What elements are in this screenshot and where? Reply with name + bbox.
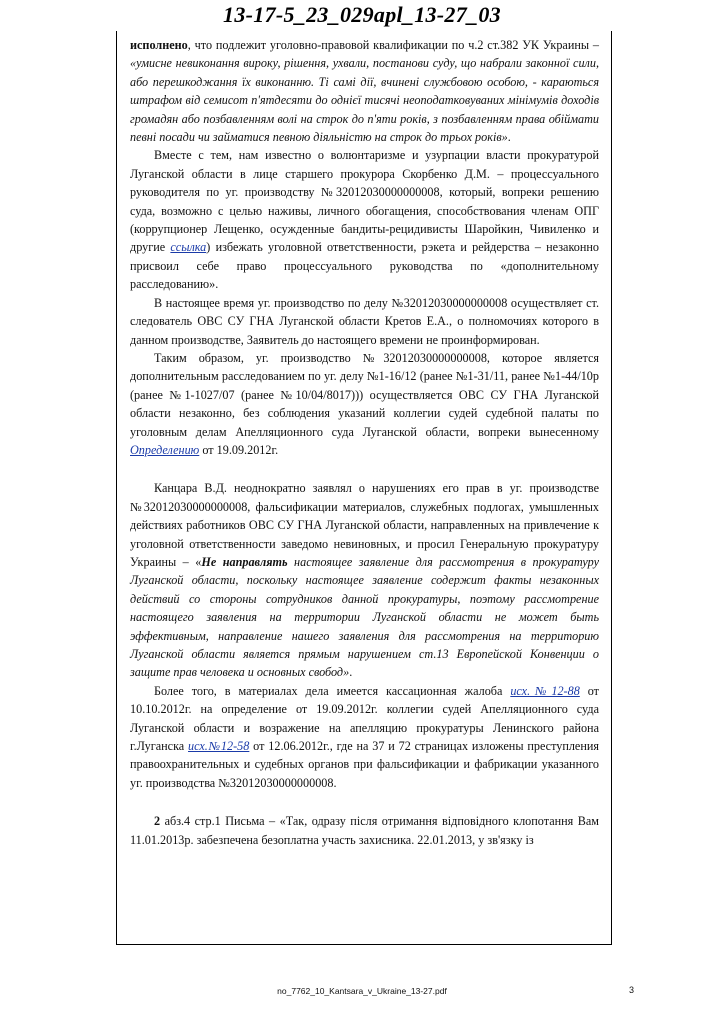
paragraph-5 [130,479,599,681]
paragraph-1 [130,36,599,146]
link-ish-12-88[interactable]: исх.№12-88 [510,683,580,698]
text: Более того, в материалах дела имеется кассационная жалоба [154,683,511,698]
bold-quote: Не направлять [201,554,288,569]
text: . [507,130,511,145]
text: от 10.10.2012г. на определение от 19.09.2012г. коллегии судей Апелляционного суда Луганской области и возражение на апелляцию прокуратуры Ленинского района г.Луганска [130,683,599,754]
bold-lead: исполнено [130,38,188,52]
text: . [349,665,353,680]
text: от 19.09.2012г. [199,442,279,457]
text: от 12.06.2012г., где на 37 и 72 страницах изложены преступления правоохранительных и судебных органов при фальсификации и фабрикации указанного уг. производства №32012030000000008. [130,739,599,790]
text: абз.4 стр.1 Письма – «Так, одразу після отримання відповідного клопотання Вам 11.01.2013р. забезпечена безоплатна участь захисника. 22.01.2013, у зв'язку із [130,814,599,847]
quote: «умисне невиконання вироку, рішення, ухвали, постанови суду, що набрали законної сили, або перешкоджання їх виконанню. Ті самі дії, вчинені службовою особою, - караються штрафом від семисот п'ятдесяти до однієї тисячі неоподатковуваних мінімумів доходів громадян або позбавленням волі на строк до п'яти років, з позбавленням права обіймати певні посади чи займатися певною діяльністю на строк до трьох років» [130,56,599,145]
link-ish-12-58[interactable]: исх.№12-58 [188,739,250,754]
link-opredelenie[interactable]: Определению [130,442,200,457]
paragraph-7 [130,812,599,849]
item-number: 2 [154,814,161,829]
document-header-title: 13-17-5_23_029apl_13-27_03 [223,2,501,27]
text: Вместе с тем, нам известно о волюнтаризме и узурпации власти прокуратурой Луганской области в лице старшего прокурора Скорбенко Д.М. – процессуального руководителя по уг. производству №32012030000000008, который, вопреки решению суда, возможно с целью наживы, личного обогащения, способствования членам ОПГ (коррупционер Лещенко, осужденные бандиты-рецидивисты Шаройкин, Чивиленко и другие [130,148,599,255]
text: Таким образом, уг. производство №32012030000000008, которое является дополнительным расследованием по уг. делу №1-16/12 (ранее №1-31/11, ранее №1-44/10р (ранее №1-1027/07 (ранее №10/04/8017))) осуществляется ОВС СУ ГНА Луганской области незаконно, без соблюдения указаний коллегии судей судебной палаты по уголовным делам Апелляционного суда Луганской области, вопреки вынесенному [130,350,599,439]
spacer [130,459,599,479]
text: ) избежать уголовной ответственности, рэкета и рейдерства – незаконно присвоил себе право процессуального руководства по «дополнительному расследованию». [130,240,599,292]
text: , что подлежит уголовно-правовой квалификации по ч.2 ст.382 УК Украины – [187,38,599,52]
text: Канцара В.Д. неоднократно заявлял о нарушениях его прав в уг. производстве №32012030000000008, фальсификации материалов, служебных подлогах, умышленных действиях работников ОВС СУ ГНА Луганской области, направленных на привлечение к уголовной ответственности заведомо невиновных, и просил Генеральную прокуратуру Украины – « [130,481,599,569]
paragraph-6 [130,682,599,792]
paragraph-2 [130,146,599,293]
paragraph-3: В настоящее время уг. производство по делу №32012030000000008 осуществляет ст. следователь ОВС СУ ГНА Луганской области Кретов Е.А., о полномочиях которого в данном производстве, Заявитель до настоящего времени не проинформирован. [130,295,599,347]
link-ssylka[interactable]: ссылка [170,240,207,255]
footer-filename: no_7762_10_Kantsara_v_Ukraine_13-27.pdf [277,986,447,996]
quote: настоящее заявление для рассмотрения в прокуратуру Луганской области, поскольку настоящее заявление содержит факты незаконных действий со стороны сотрудников данной прокуратуры, поэтому рассмотрение настоящего заявления на территории Луганской области не может быть эффективным, направление нашего заявления для рассмотрения на территорию Луганской области является прямым нарушением ст.13 Европейской Конвенции о защите прав человека и основных свобод» [130,554,599,680]
document-body [130,36,599,849]
spacer [130,792,599,812]
footer-page-number: 3 [629,985,635,995]
paragraph-4 [130,349,599,459]
